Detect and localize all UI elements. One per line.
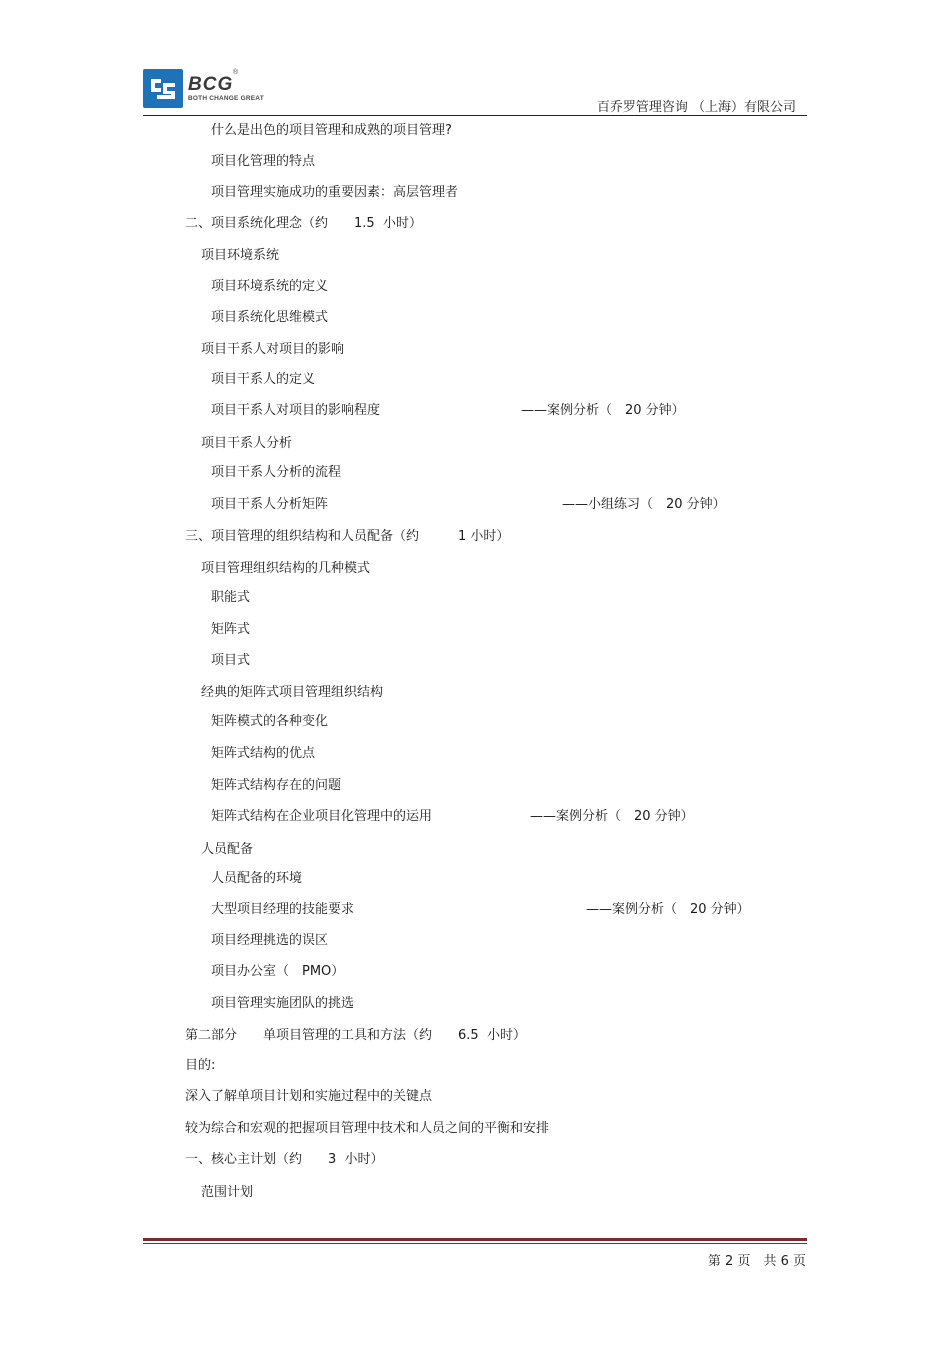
outline-item: 职能式: [211, 590, 251, 605]
page-number: 第 2 页 共 6 页: [707, 1254, 806, 1269]
outline-subheading: 经典的矩阵式项目管理组织结构: [201, 685, 384, 700]
activity-note: ——案例分析（ 20 分钟）: [521, 403, 685, 418]
logo-tagline: BOTH CHANGE GREAT: [188, 95, 264, 102]
outline-item: 项目环境系统的定义: [211, 279, 329, 294]
purpose-label: 目的:: [185, 1058, 216, 1073]
logo-registered-mark: ®: [233, 69, 239, 76]
outline-item: 矩阵式结构的优点: [211, 746, 316, 761]
section-heading: 一、核心主计划（约 3 小时）: [185, 1152, 384, 1167]
outline-subheading: 项目管理组织结构的几种模式: [201, 561, 371, 576]
outline-item: 什么是出色的项目管理和成熟的项目管理?: [211, 123, 452, 138]
bcg-logo: [143, 69, 283, 109]
outline-item: 项目管理实施成功的重要因素：高层管理者: [211, 185, 459, 200]
activity-note: ——案例分析（ 20 分钟）: [530, 809, 694, 824]
part-heading: 第二部分 单项目管理的工具和方法（约 6.5 小时）: [185, 1028, 526, 1043]
outline-item: 项目化管理的特点: [211, 154, 316, 169]
outline-subheading: 项目干系人对项目的影响: [201, 342, 345, 357]
footer-divider-thin: [143, 1243, 807, 1244]
purpose-text: 深入了解单项目计划和实施过程中的关键点: [185, 1089, 433, 1104]
activity-note: ——小组练习（ 20 分钟）: [562, 497, 726, 512]
section-heading: 二、项目系统化理念（约 1.5 小时）: [185, 216, 422, 231]
outline-item: 项目干系人分析的流程: [211, 465, 342, 480]
outline-subheading: 范围计划: [201, 1185, 254, 1200]
outline-item: 大型项目经理的技能要求: [211, 902, 355, 917]
outline-subheading: 项目干系人分析: [201, 436, 293, 451]
outline-item: 人员配备的环境: [211, 871, 303, 886]
purpose-text: 较为综合和宏观的把握项目管理中技术和人员之间的平衡和安排: [185, 1121, 550, 1136]
outline-item: 项目管理实施团队的挑选: [211, 996, 355, 1011]
outline-item: 项目干系人对项目的影响程度: [211, 403, 381, 418]
activity-note: ——案例分析（ 20 分钟）: [586, 902, 750, 917]
outline-item: 项目干系人分析矩阵: [211, 497, 329, 512]
outline-item: 矩阵式: [211, 622, 251, 637]
outline-item: 项目系统化思维模式: [211, 310, 329, 325]
logo-wordmark: BCG: [188, 74, 234, 95]
outline-subheading: 人员配备: [201, 842, 254, 857]
outline-item: 矩阵式结构存在的问题: [211, 778, 342, 793]
footer-divider-thick: [143, 1238, 807, 1241]
header-divider: [143, 115, 807, 116]
outline-item: 项目办公室（ PMO）: [211, 964, 345, 979]
outline-subheading: 项目环境系统: [201, 248, 280, 263]
company-name: 百乔罗管理咨询 （上海）有限公司: [596, 100, 796, 115]
outline-item: 项目经理挑选的误区: [211, 933, 329, 948]
outline-item: 矩阵模式的各种变化: [211, 714, 329, 729]
section-heading: 三、项目管理的组织结构和人员配备（约 1 小时）: [185, 529, 510, 544]
outline-item: 矩阵式结构在企业项目化管理中的运用: [211, 809, 433, 824]
outline-item: 项目干系人的定义: [211, 372, 316, 387]
logo-mark-icon: [143, 69, 183, 108]
outline-item: 项目式: [211, 653, 251, 668]
